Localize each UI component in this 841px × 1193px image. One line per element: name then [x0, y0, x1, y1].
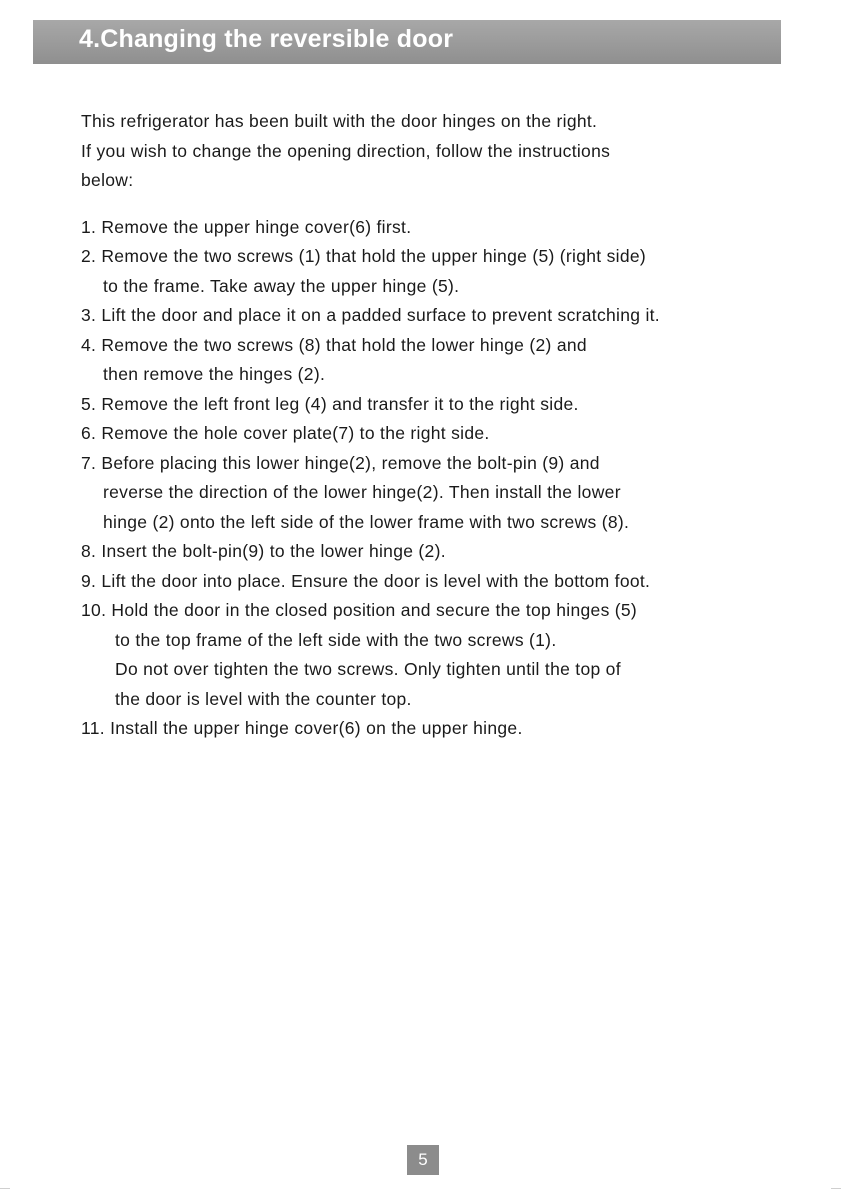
step-6	[81, 419, 781, 449]
step-9	[81, 567, 781, 597]
step-11	[81, 714, 781, 744]
step-line: 5. Remove the left front leg (4) and transfer it to the right side.	[81, 393, 579, 414]
step-1	[81, 213, 781, 243]
step-5	[81, 390, 781, 420]
step-line: 7. Before placing this lower hinge(2), remove the bolt-pin (9) and	[81, 452, 600, 473]
step-line: 10. Hold the door in the closed position and secure the top hinges (5)	[81, 600, 638, 620]
step-line: then remove the hinges (2).	[103, 364, 326, 384]
section-title-bar	[33, 20, 781, 64]
section-title: 4.Changing the reversible door	[79, 25, 454, 53]
step-line: the door is level with the counter top.	[115, 688, 412, 709]
step-3	[81, 301, 781, 331]
step-2	[81, 242, 781, 301]
step-line: 9. Lift the door into place. Ensure the door is level with the bottom foot.	[81, 570, 651, 591]
document-body	[81, 107, 781, 744]
intro-line: This refrigerator has been built with the door hinges on the right.	[81, 111, 598, 131]
step-line: 3. Lift the door and place it on a padded surface to prevent scratching it.	[81, 305, 660, 325]
step-line: 6. Remove the hole cover plate(7) to the right side.	[81, 423, 490, 443]
intro-line: If you wish to change the opening direction, follow the instructions	[81, 140, 611, 161]
step-line: 11. Install the upper hinge cover(6) on the upper hinge.	[81, 718, 523, 738]
intro-line: below:	[81, 170, 134, 190]
step-line: 1. Remove the upper hinge cover(6) first.	[81, 216, 412, 237]
step-line: 2. Remove the two screws (1) that hold the upper hinge (5) (right side)	[81, 246, 647, 266]
step-8	[81, 537, 781, 567]
step-line: Do not over tighten the two screws. Only tighten until the top of	[115, 659, 621, 679]
step-line: 8. Insert the bolt-pin(9) to the lower hinge (2).	[81, 541, 446, 561]
step-7	[81, 449, 781, 538]
step-line: to the top frame of the left side with the two screws (1).	[115, 629, 557, 650]
step-10	[81, 596, 781, 714]
crop-mark	[831, 1188, 841, 1189]
crop-mark	[0, 1188, 10, 1189]
step-line: hinge (2) onto the left side of the lower frame with two screws (8).	[103, 511, 630, 532]
steps-list	[81, 213, 781, 744]
step-line: reverse the direction of the lower hinge(2). Then install the lower	[103, 482, 621, 502]
intro-paragraph	[81, 107, 781, 196]
step-4	[81, 331, 781, 390]
step-line: 4. Remove the two screws (8) that hold the lower hinge (2) and	[81, 334, 587, 355]
step-line: to the frame. Take away the upper hinge (5).	[103, 275, 460, 296]
page-number: 5	[407, 1145, 439, 1175]
